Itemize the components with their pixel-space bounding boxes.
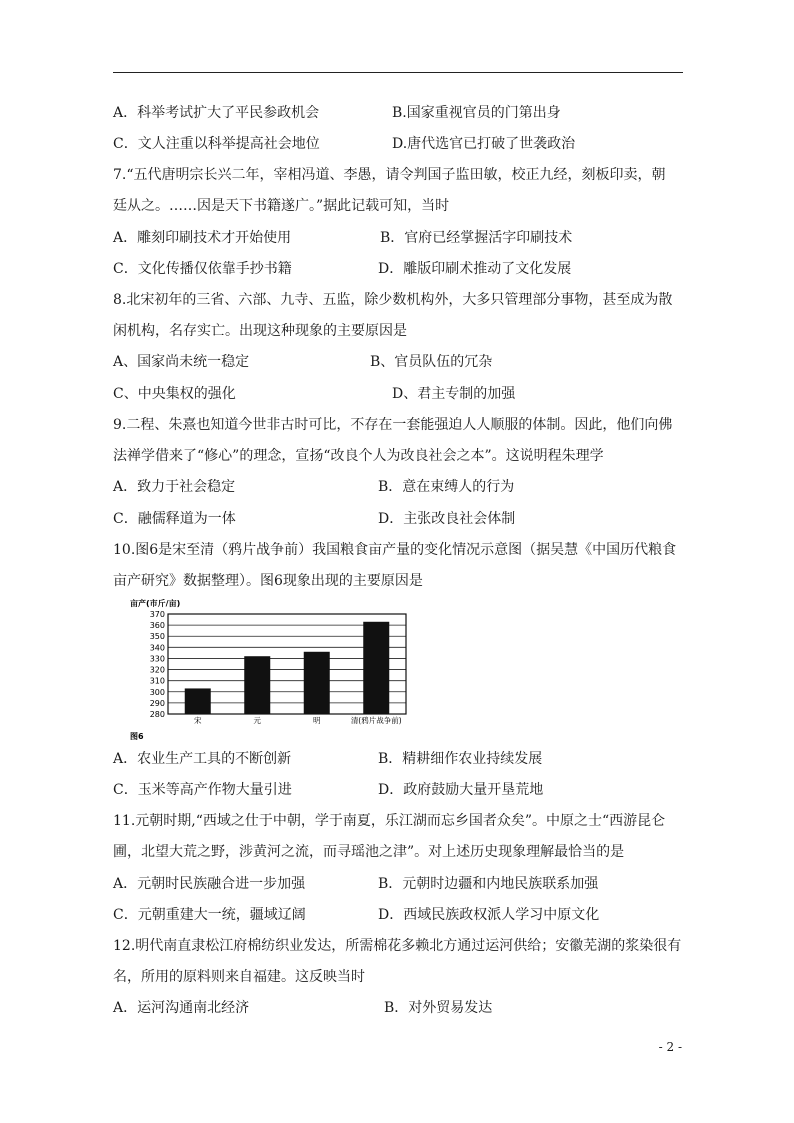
q10-option-b: B．精耕细作农业持续发展 xyxy=(378,751,543,767)
chart-caption: 图6 xyxy=(130,732,144,741)
q6-option-c: C．文人注重以科举提高社会地位 xyxy=(113,136,320,152)
q9-option-b: B．意在束缚人的行为 xyxy=(378,479,515,495)
chart-bars xyxy=(185,622,390,714)
x-tick-label: 宋 xyxy=(194,716,202,725)
q10-option-a: A．农业生产工具的不断创新 xyxy=(113,751,292,767)
x-tick-label: 元 xyxy=(253,716,261,725)
y-tick-label: 340 xyxy=(149,643,165,653)
q11-stem-line1: 11.元朝时期,“西域之仕于中朝，学于南夏，乐江湖而忘乡国者众矣”。中原之士“西游昆仑 xyxy=(113,813,666,829)
q7-option-a: A．雕刻印刷技术才开始使用 xyxy=(113,230,292,246)
q7-option-d: D．雕版印刷术推动了文化发展 xyxy=(378,261,572,277)
q7-stem-line2: 廷从之。……因是天下书籍遂广。”据此记载可知，当时 xyxy=(113,198,450,214)
bar-1 xyxy=(244,656,270,714)
q8-stem-line2: 闲机构，名存实亡。出现这种现象的主要原因是 xyxy=(113,323,407,339)
q8-option-d: D、君主专制的加强 xyxy=(392,386,516,402)
q12-stem-line2: 名，所用的原料则来自福建。这反映当时 xyxy=(113,969,365,985)
q9-option-a: A．致力于社会稳定 xyxy=(113,479,236,495)
q9-option-d: D．主张改良社会体制 xyxy=(378,511,516,527)
bar-0 xyxy=(185,688,211,714)
bar-chart-figure6 xyxy=(122,597,422,747)
q7-option-c: C．文化传播仅依靠手抄书籍 xyxy=(113,261,292,277)
q10-option-c: C．玉米等高产作物大量引进 xyxy=(113,782,292,798)
y-tick-label: 310 xyxy=(149,676,165,686)
q7-option-b: B．官府已经掌握活字印刷技术 xyxy=(380,230,573,246)
q12-option-a: A．运河沟通南北经济 xyxy=(113,1000,250,1016)
bar-3 xyxy=(363,622,389,714)
q11-option-a: A．元朝时民族融合进一步加强 xyxy=(113,876,306,892)
chart-x-ticks xyxy=(194,715,402,725)
q6-option-d: D.唐代选官已打破了世袭政治 xyxy=(392,136,576,152)
bar-2 xyxy=(304,652,330,714)
q7-stem-line1: 7.“五代唐明宗长兴二年，宰相冯道、李愚，请令判国子监田敏，校正九经，刻板印卖，朝 xyxy=(113,167,666,183)
q8-option-a: A、国家尚未统一稳定 xyxy=(113,354,250,370)
q8-stem-line1: 8.北宋初年的三省、六部、九寺、五监，除少数机构外，大多只管理部分事物，甚至成为散 xyxy=(113,292,673,308)
q9-stem-line2: 法禅学借来了“修心”的理念，宣扬“改良个人为改良社会之本”。这说明程朱理学 xyxy=(113,448,604,464)
q12-stem-line1: 12.明代南直隶松江府棉纺织业发达，所需棉花多赖北方通过运河供给；安徽芜湖的浆染很有 xyxy=(113,938,682,954)
q9-stem-line1: 9.二程、朱熹也知道今世非古时可比，不存在一套能强迫人人顺服的体制。因此，他们向佛 xyxy=(113,417,673,433)
page-number: - 2 - xyxy=(658,1040,682,1054)
x-tick-label: 清(鸦片战争前) xyxy=(350,716,402,725)
q11-option-c: C．元朝重建大一统，疆域辽阔 xyxy=(113,907,306,923)
y-tick-label: 300 xyxy=(149,687,165,697)
q11-stem-line2: 圃，北望大荒之野，涉黄河之流，而寻瑶池之津”。对上述历史现象理解最恰当的是 xyxy=(113,844,625,860)
x-tick-label: 明 xyxy=(313,716,321,725)
y-tick-label: 330 xyxy=(149,654,165,664)
chart-y-ticks xyxy=(150,610,165,719)
q8-option-b: B、官员队伍的冗杂 xyxy=(370,354,493,370)
chart-y-axis-label: 亩产(市斤/亩) xyxy=(130,599,181,608)
q11-option-d: D．西域民族政权派人学习中原文化 xyxy=(378,907,600,923)
q10-stem-line1: 10.图6是宋至清（鸦片战争前）我国粮食亩产量的变化情况示意图（据吴慧《中国历代粮食 xyxy=(113,542,677,558)
q12-option-b: B．对外贸易发达 xyxy=(384,1000,493,1016)
header-rule xyxy=(113,72,683,73)
y-tick-label: 350 xyxy=(149,632,165,642)
q10-option-d: D．政府鼓励大量开垦荒地 xyxy=(378,782,544,798)
q10-stem-line2: 亩产研究》数据整理）。图6现象出现的主要原因是 xyxy=(113,573,423,589)
q6-option-b: B.国家重视官员的门第出身 xyxy=(392,105,561,121)
y-tick-label: 360 xyxy=(149,621,165,631)
q8-option-c: C、中央集权的强化 xyxy=(113,386,236,402)
y-tick-label: 370 xyxy=(149,610,165,619)
q9-option-c: C．融儒释道为一体 xyxy=(113,511,236,527)
y-tick-label: 280 xyxy=(149,710,165,719)
q6-option-a: A．科举考试扩大了平民参政机会 xyxy=(113,105,320,121)
q11-option-b: B．元朝时边疆和内地民族联系加强 xyxy=(378,876,599,892)
y-tick-label: 290 xyxy=(149,698,165,708)
y-tick-label: 320 xyxy=(149,665,165,675)
